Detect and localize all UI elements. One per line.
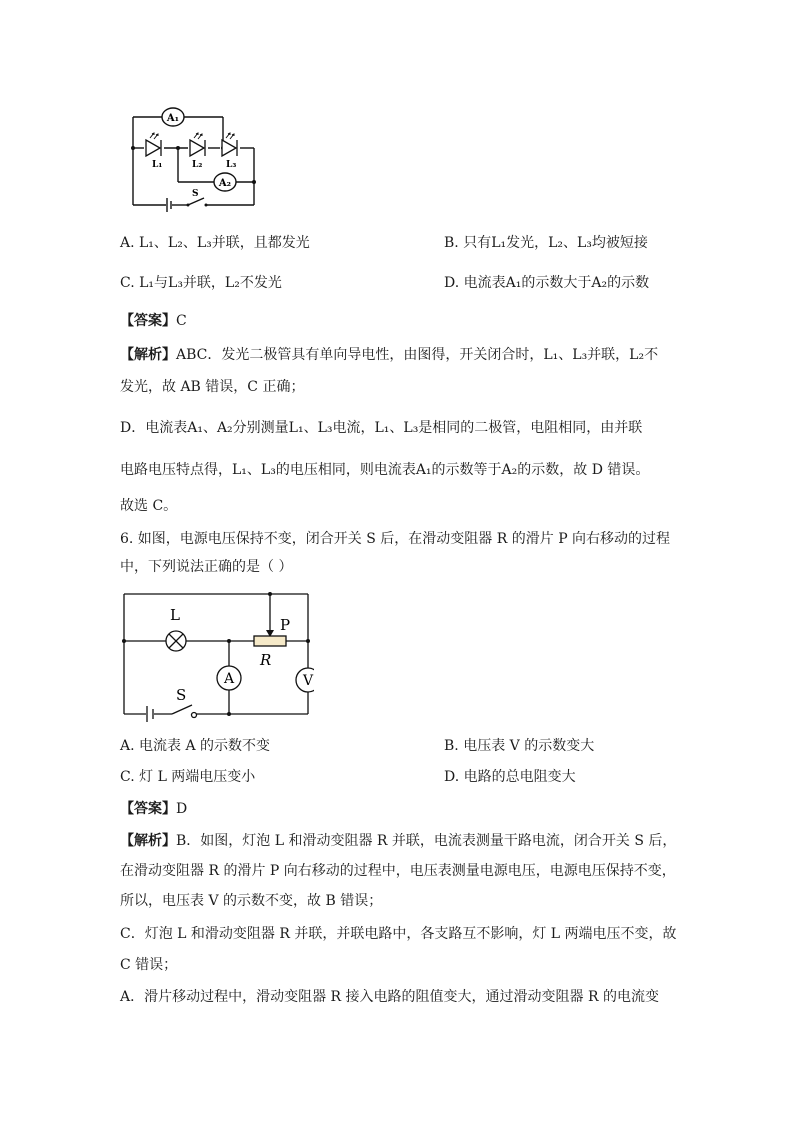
answer-value: C [176,313,187,329]
q5-option-c: C. L₁与L₃并联，L₂不发光 [120,275,282,291]
rheostat-label: R [260,651,272,669]
q6-option-b: B. 电压表 V 的示数变大 [444,738,595,754]
l2-label: L₂ [192,160,203,170]
q5-analysis-line-2: 发光，故 AB 错误，C 正确； [120,379,305,395]
a2-label: A₂ [218,178,232,189]
q5-analysis-line-5: 故选 C。 [120,498,178,514]
q5-analysis-line-1: 【解析】ABC．发光二极管具有单向导电性，由图得，开关闭合时，L₁、L₃并联，L₂不 [120,347,659,363]
circuit-figure-2 [118,588,314,723]
ammeter-label: A [223,671,235,687]
q5-analysis-line-3: D．电流表A₁、A₂分别测量L₁、L₃电流，L₁、L₃是相同的二极管，电阻相同，由并联 [120,420,643,436]
q6-analysis-line-1: 【解析】B．如图，灯泡 L 和滑动变阻器 R 并联，电流表测量干路电流，闭合开关 S 后， [120,833,677,849]
voltmeter-label: V [302,673,314,689]
q5-option-d: D. 电流表A₁的示数大于A₂的示数 [444,275,650,291]
answer-label: 【答案】 [120,801,176,817]
switch-label: S [176,686,187,704]
q5-option-a: A. L₁、L₂、L₃并联，且都发光 [120,235,310,251]
q6-option-d: D. 电路的总电阻变大 [444,769,576,785]
q6-analysis-line-3: 所以，电压表 V 的示数不变，故 B 错误； [120,893,383,909]
q5-answer [120,311,187,331]
analysis-label: 【解析】 [120,347,176,363]
q6-analysis-line-4: C．灯泡 L 和滑动变阻器 R 并联，并联电路中，各支路互不影响，灯 L 两端电压不变，故 [120,926,677,942]
q6-analysis-line-6: A．滑片移动过程中，滑动变阻器 R 接入电路的阻值变大，通过滑动变阻器 R 的电流变 [120,989,659,1005]
lamp-label: L [170,606,180,624]
q6-answer [120,799,187,819]
slider-label: P [280,616,291,634]
l1-label: L₁ [152,160,163,170]
q5-option-b: B. 只有L₁发光，L₂、L₃均被短接 [444,235,648,251]
answer-label: 【答案】 [120,313,176,329]
q6-analysis-line-5: C 错误； [120,957,178,973]
analysis-label: 【解析】 [120,833,176,849]
s-label: S [192,189,199,199]
answer-value: D [176,801,188,817]
q6-option-c: C. 灯 L 两端电压变小 [120,769,256,785]
q6-stem-line-1: 6. 如图，电源电压保持不变，闭合开关 S 后，在滑动变阻器 R 的滑片 P 向右移动的过程 [120,531,671,547]
q6-option-a: A. 电流表 A 的示数不变 [120,738,271,754]
l3-label: L₃ [226,160,237,170]
q6-stem-line-2: 中，下列说法正确的是（ ） [120,559,293,575]
a1-label: A₁ [166,113,180,124]
q6-analysis-line-2: 在滑动变阻器 R 的滑片 P 向右移动的过程中，电压表测量电源电压，电源电压保持不变， [120,863,676,879]
q5-analysis-line-4: 电路电压特点得，L₁、L₃的电压相同，则电流表A₁的示数等于A₂的示数，故 D 错误。 [120,462,650,478]
circuit-figure-1 [128,100,268,215]
